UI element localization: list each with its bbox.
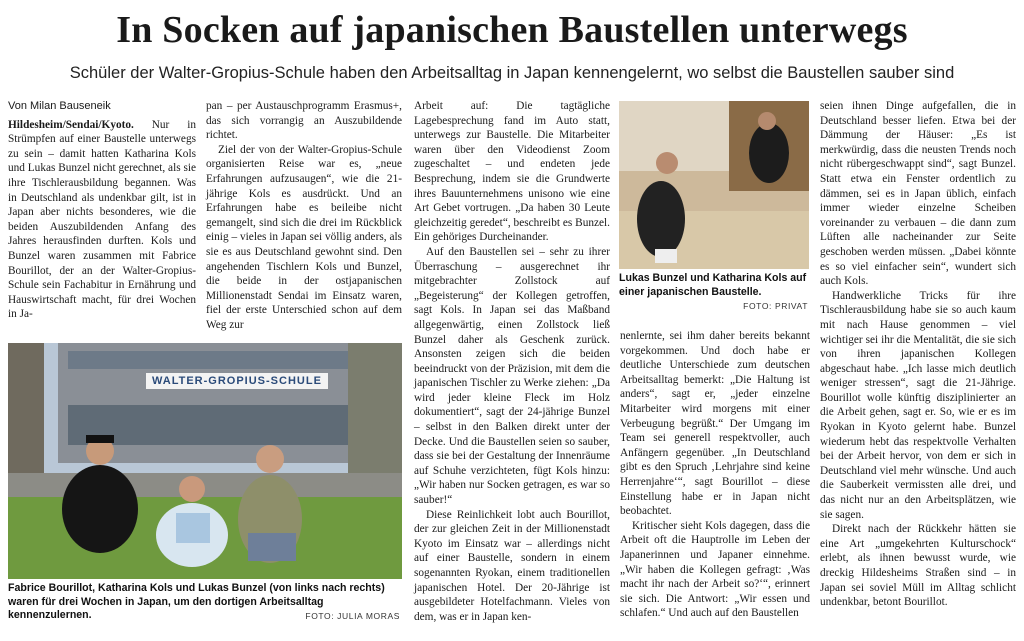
paragraph: Arbeit auf: Die tagtägliche Lagebesprechung fand im Auto statt, unterwegs zur Baustelle. Die Mitarbeiter waren über den Videodienst Zoom zugeschaltet – und endeten jede Besprechung, indem sie die Grundwerte ihres Bauunternehmens unisono wie eine Art Gebet vortrugen. „Da haben 30 Leute gleichzeitig geredet“, beschreibt es Bunzel. Ein gehöriges Durcheinander. [414, 100, 610, 244]
main-photo-caption: Fabrice Bourillot, Katharina Kols und Lukas Bunzel (von links nach rechts) waren für drei Wochen in Japan, um den dortigen Arbeitsalltag kennenzulernen. [8, 582, 385, 621]
construction-photo [619, 101, 809, 269]
paragraph: pan – per Austauschprogramm Erasmus+, das sich vorrangig an Auszubildende richtet. [206, 100, 402, 142]
school-sign: WALTER-GROPIUS-SCHULE [146, 373, 328, 389]
article-column-5 [820, 99, 1016, 610]
paragraph: nenlernte, sei ihm daher bereits bekannt vorgekommen. Und doch habe er deutliche Unterschiede zum deutschen Arbeitsalltag bemerkt: „Die Haltung ist anders“, sagt er, „jeder einzelne Mitarbeiter wird morgens mit einer Verbeugung begrüßt.“ Der Umgang im Team sei generell respektvoller, auch Anfängern gegenüber. „In Deutschland gibt es den Spruch ‚Lehrjahre sind keine Herrenjahre‘“, sagt Bourillot – diese Einstellung habe er in Japan nicht beobachtet. [620, 330, 810, 518]
paragraph: Handwerkliche Tricks für ihre Tischlerausbildung habe sie so auch kaum mit nach Hause genommen – viel wichtiger sei ihr die Mentalität, die sie sich von ihren japanischen Kollegen abgeschaut habe. „Ich lasse mich deutlich weniger stressen“, sagt die 21-Jährige. Bourillot wolle künftig disziplinierter an die Arbeit gehen, sagt er. So, wie er es im Ryokan in Kyoto gelernt habe. Bunzel wiederum hebt das respektvolle Verhalten bei der Arbeit hervor, von dem er sich in Deutschland viel mehr wünsche. Und auch die Sauberkeit vermissten alle drei, und das nicht nur an den Arbeitsplätzen, wie sie sagen. [820, 289, 1016, 521]
article-column-2 [206, 99, 402, 333]
construction-photo-caption: Lukas Bunzel und Katharina Kols auf einer japanischen Baustelle. [619, 272, 807, 298]
construction-photo-credit: FOTO: PRIVAT [743, 301, 808, 311]
main-photo [8, 343, 402, 579]
paragraph: Diese Reinlichkeit lobt auch Bourillot, der zur gleichen Zeit in der Millionenstadt Kyoto im Einsatz war – allerdings nicht auf einer Baustelle, sondern in einem sogenannten Ryokan, einem traditionellen japanischen Hotel. Der 20-Jährige ist ausgebildeter Hotelfachmann. Vieles von dem, was er in Japan ken- [414, 508, 610, 623]
paragraph: Direkt nach der Rückkehr hätten sie eine Art „umgekehrten Kulturschock“ erlebt, als ihnen bewusst wurde, wie dreckig Hildesheims Straßen sind – in Japan sei soviel Müll im Alltag schlicht undenkbar, betont Bourillot. [820, 523, 1016, 609]
article-headline: In Socken auf japanischen Baustellen unterwegs [116, 9, 908, 51]
dateline: Hildesheim/Sendai/Kyoto. [8, 118, 134, 131]
paragraph: Nur in Strümpfen auf einer Baustelle unterwegs zu sein – damit hatten Katharina Kols und Lukas Bunzel nicht gerechnet, als sie ihre Tischlerausbildung begannen. Was in Deutschland als undenkbar gilt, ist in Japan aber nichts besonderes, wie die beiden Auszubildenden Anfang des Jahres herausfinden durften. Kols und Bunzel waren zusammen mit Fabrice Bourillot, der an der Walter-Gropius-Schule sein Fachabitur in Ernährung und Hauswirtschaft macht, für drei Wochen in Ja- [8, 118, 196, 321]
article-column-3 [414, 99, 610, 624]
article-subhead: Schüler der Walter-Gropius-Schule haben den Arbeitsalltag in Japan kennengelernt, wo selbst die Baustellen sauber sind [69, 64, 955, 82]
photo-construction-site [619, 101, 809, 269]
paragraph: seien ihnen Dinge aufgefallen, die in Deutschland besser liefen. Etwa bei der Dämmung der Häuser: „Es ist merkwürdig, dass die neusten Trends noch nicht rübergeschwappt sind“, sagt Bunzel. Statt etwa ein Fenster ordentlich zu dämmen, sei es in Japan üblich, einfach immer wieder einzelne Scheiben voreinander zu verbauen – die dann zum Lüften alle nacheinander zur Seite geschoben werden müssen. „Dabei könnte es so viel einfacher sein“, wundert sich auch Kols. [820, 100, 1016, 288]
byline: Von Milan Bauseneik [8, 100, 111, 112]
paragraph: Auf den Baustellen sei – sehr zu ihrer Überraschung – ausgerechnet ihr mitgebrachter Zollstock auf „Begeisterung“ der Kollegen getroffen, sagt Kols. In Japan sei das Maßband allgegenwärtig, einen Zollstock ließ Bunzel daher als Geschenk zurück. Ansonsten zeigen sich die beiden beeindruckt von der Präzision, mit dem die japanischen Tischler zu Werke ziehen: „Da wird jeder kleine Fleck im Holz dokumentiert“, sagt der 24-jährige Bunzel – selbst in den Balken direkt unter der Decke. Und die Baustellen seien so sauber, dass sie bei der Gestaltung der Innenräume auf Schuhe verzichteten, fügt Kols hinzu: „Wir haben nur Socken getragen, es war so sauber!“ [414, 245, 610, 507]
article-column-1 [8, 99, 196, 322]
article-column-4 [620, 329, 810, 621]
paragraph: Ziel der von der Walter-Gropius-Schule organisierten Reise war es, „neue Erfahrungen aufzusaugen“, wie die 21-jährige Kols es ausdrückt. Und an Erfahrungen habe es beileibe nicht gemangelt, sind sich die drei im Rückblick einig – vieles in Japan sei völlig anders, als sie es aus Deutschland gewohnt sind. Den angehenden Tischlern Kols und Bunzel, die beide in der ostjapanischen Millionenstadt Sendai im Einsatz waren, fiel der erste Unterschied schon auf dem Weg zur [206, 143, 402, 331]
paragraph: Kritischer sieht Kols dagegen, dass die Arbeit oft die Hauptrolle im Leben der Japanerinnen und Japaner einnehme. „Wir haben die Kollegen gefragt: ‚Was macht ihr nach der Arbeit so?‘“, erinnert sie sich. Die Antwort: „Wir essen und schlafen.“ Und auch auf den Baustellen [620, 519, 810, 620]
main-photo-credit: FOTO: JULIA MORAS [305, 611, 400, 621]
